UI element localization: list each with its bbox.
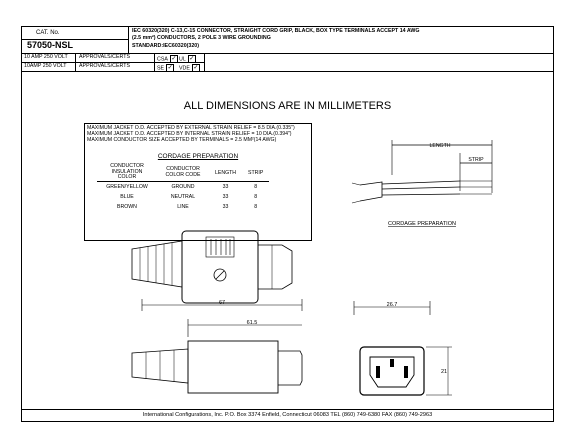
checkbox-ul: ✓	[189, 56, 195, 62]
pin-ground	[390, 359, 394, 367]
description-line-1: IEC 60320(320) C-13,C-15 CONNECTOR, STRAIGHT CORD GRIP, BLACK, BOX TYPE TERMINALS ACCEPT 14 AWG	[132, 28, 420, 34]
cell-length: 33	[222, 184, 229, 191]
description-line-2: (2.5 mm²) CONDUCTORS, 2 POLE 3 WIRE GROUNDING	[132, 35, 271, 41]
cell-strip: 8	[254, 194, 258, 201]
cell-color-code: NEUTRAL	[170, 194, 196, 201]
note-3: MAXIMUM CONDUCTOR SIZE ACCEPTED BY TERMINALS = 2.5 MM²(14 AWG)	[87, 137, 277, 143]
ratings-bottom	[22, 71, 553, 72]
pin-left	[376, 366, 380, 378]
overall-dim: 67	[218, 300, 226, 306]
approvals-label-2: APPROVALS/CERTS	[79, 63, 131, 69]
approval-mark-vde	[179, 64, 200, 72]
dimensions-notice: ALL DIMENSIONS ARE IN MILLIMETERS	[183, 100, 392, 112]
side-nose	[278, 351, 302, 385]
mark-csa-text: CSA	[157, 56, 168, 63]
cordage-table	[97, 164, 269, 212]
header-length: LENGTH	[209, 164, 242, 182]
cord-jacket	[360, 182, 382, 201]
connector-side-view	[122, 297, 322, 397]
wire-2	[382, 187, 460, 189]
header-insulation-color: CONDUCTOR INSULATION COLOR	[97, 164, 157, 182]
table-row	[97, 192, 269, 202]
table-row	[97, 202, 269, 212]
mark-vde-text: VDE	[179, 65, 190, 72]
cordage-header-row	[97, 164, 269, 182]
mark-ul-text: UL	[179, 56, 186, 63]
ratings-vdivider-2	[154, 53, 155, 71]
cord-break	[352, 183, 360, 203]
connector-body	[182, 231, 258, 303]
body-dim: 61.5	[246, 320, 258, 326]
approval-mark-ul	[179, 55, 196, 63]
approval-mark-se	[157, 64, 174, 72]
standard: STANDARD:IEC60320(320)	[132, 43, 200, 49]
side-body	[188, 341, 278, 393]
length-label: LENGTH	[429, 143, 451, 149]
strip-label: STRIP	[468, 157, 484, 163]
strain-relief	[132, 241, 182, 287]
cell-strip: 8	[254, 204, 258, 211]
ratings-vdivider-3	[204, 53, 205, 71]
header-color-code: CONDUCTOR COLOR CODE	[157, 164, 209, 182]
cell-color-code: LINE	[177, 204, 189, 211]
mark-se-text: SE	[157, 65, 165, 72]
cell-length: 33	[222, 204, 229, 211]
cell-color-code: GROUND	[171, 184, 195, 191]
cat-label: CAT. No.	[36, 30, 60, 36]
header-vdivider	[128, 27, 129, 53]
note-1: MAXIMUM JACKET O.D. ACCEPTED BY EXTERNAL STRAIN RELIEF = 8.5 DIA.(0.335")	[87, 125, 295, 131]
connector-nose	[258, 245, 292, 289]
wire-1	[382, 181, 460, 184]
cell-length: 33	[222, 194, 229, 201]
rating-1: 10 AMP 250 VOLT	[24, 54, 68, 60]
face-height-dim: 21	[440, 369, 448, 375]
face-width-dim: 26.7	[386, 302, 398, 308]
cell-insulation-color: BROWN	[117, 204, 137, 211]
notes-box	[84, 123, 312, 241]
cordage-title: CORDAGE PREPARATION	[157, 153, 239, 160]
drawing-sheet	[21, 26, 554, 422]
approvals-label-1: APPROVALS/CERTS	[79, 54, 131, 60]
checkbox-vde: ✓	[193, 65, 199, 71]
cord-preparation-diagram	[342, 137, 502, 237]
checkbox-csa: ✓	[171, 56, 177, 62]
catalog-number: 57050-NSL	[27, 40, 74, 50]
pin-right	[404, 366, 408, 378]
note-2: MAXIMUM JACKET O.D. ACCEPTED BY INTERNAL STRAIN RELIEF = 10 DIA.(0.394")	[87, 131, 292, 137]
table-row	[97, 182, 269, 193]
checkbox-se: ✓	[167, 65, 173, 71]
cord-caption: CORDAGE PREPARATION	[388, 221, 456, 227]
footer: International Configurations, Inc. P.O. Box 3374 Enfield, Connecticut 06083 TEL (860) 749-6380 FAX (860) 749-2963	[142, 412, 433, 418]
screw-slot	[216, 271, 224, 279]
cell-insulation-color: BLUE	[120, 194, 134, 201]
cell-strip: 8	[254, 184, 258, 191]
header-strip: STRIP	[242, 164, 269, 182]
wire-3	[382, 194, 460, 195]
footer-divider	[22, 409, 553, 410]
connector-face-view	[340, 299, 460, 399]
approval-mark-csa	[157, 55, 178, 63]
cell-insulation-color: GREEN/YELLOW	[106, 184, 148, 191]
rating-2: 10AMP 250 VOLT	[24, 63, 67, 69]
ratings-vdivider-1	[75, 53, 76, 71]
